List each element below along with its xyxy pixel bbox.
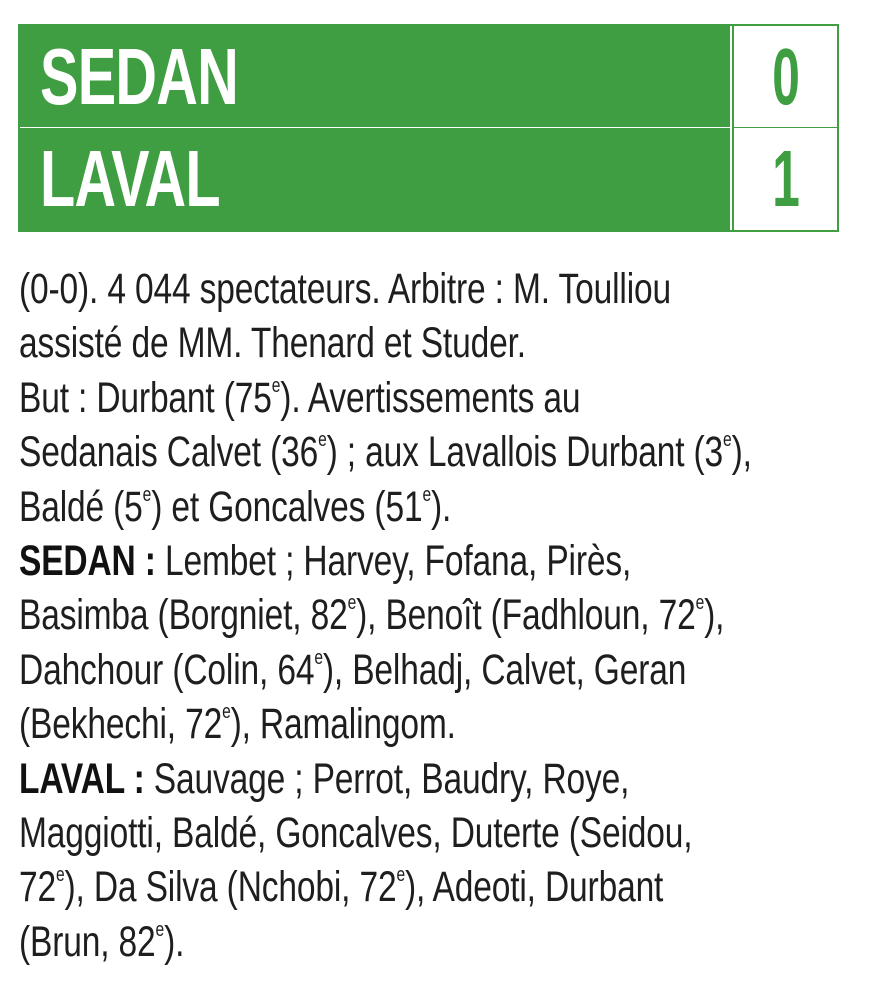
minute-suffix: e	[318, 429, 327, 452]
sedan-lineup-text: Lembet ; Harvey, Fofana, Pirès,	[155, 536, 632, 585]
cautions-text: ) et Goncalves (51	[151, 482, 423, 531]
cautions-text: ),	[731, 428, 752, 477]
laval-lineup-text: 72	[19, 863, 57, 912]
report-line	[19, 316, 674, 370]
report-line	[19, 806, 693, 860]
scoreboard	[18, 24, 839, 232]
cautions-text: Sedanais Calvet (36	[19, 428, 319, 477]
report-line	[19, 752, 674, 806]
referee-assistants-text: assisté de MM. Thenard et Studer.	[19, 319, 526, 368]
sedan-lineup-text: ), Ramalingom.	[230, 700, 456, 749]
cautions-text: Baldé (5	[19, 482, 143, 531]
laval-lineup-text: (Brun, 82	[19, 917, 156, 966]
sedan-lineup-text: ),	[704, 591, 725, 640]
away-team-name: LAVAL	[40, 134, 220, 223]
minute-suffix: e	[422, 483, 431, 506]
goal-text: But : Durbant (75	[19, 373, 272, 422]
home-team-name-cell	[20, 26, 730, 127]
laval-lineup-text: ), Da Silva (Nchobi, 72	[64, 863, 397, 912]
minute-suffix: e	[396, 864, 406, 887]
sedan-lineup-text: Dahchour (Colin, 64	[19, 645, 315, 694]
report-line	[19, 915, 674, 969]
home-team-name: SEDAN	[40, 31, 239, 121]
minute-suffix: e	[314, 646, 323, 669]
minute-suffix: e	[695, 592, 705, 615]
cautions-text: ) ; aux Lavallois Durbant (3	[326, 428, 724, 477]
cautions-text: ). Avertissements au	[280, 373, 581, 422]
laval-lineup-text: Sauvage ; Perrot, Baudry, Roye,	[144, 754, 630, 803]
away-score: 1	[771, 134, 800, 223]
report-line	[19, 480, 674, 534]
report-line	[19, 425, 752, 479]
minute-suffix: e	[56, 864, 65, 887]
match-report	[19, 262, 859, 969]
minute-suffix: e	[723, 429, 732, 452]
sedan-lineup-text: ), Belhadj, Calvet, Geran	[322, 645, 687, 694]
home-score-cell	[732, 26, 837, 127]
report-line	[19, 588, 725, 642]
minute-suffix: e	[222, 701, 231, 724]
report-line	[19, 371, 674, 425]
report-line	[19, 534, 674, 588]
sedan-lineup-text: ), Benoît (Fadhloun, 72	[356, 591, 696, 640]
away-team-name-cell	[20, 128, 730, 230]
sedan-lineup-text: (Bekhechi, 72	[19, 700, 223, 749]
report-line	[19, 262, 674, 316]
minute-suffix: e	[347, 592, 357, 615]
minute-suffix: e	[142, 483, 152, 506]
laval-lineup-text: Maggiotti, Baldé, Goncalves, Duterte (Seidou,	[19, 808, 693, 857]
away-score-cell	[732, 128, 837, 230]
sedan-lineup-text: Basimba (Borgniet, 82	[19, 591, 348, 640]
minute-suffix: e	[155, 918, 165, 941]
laval-lineup-label: LAVAL :	[19, 754, 145, 803]
home-score: 0	[771, 31, 800, 121]
match-info-text: (0-0). 4 044 spectateurs. Arbitre : M. Toulliou	[19, 265, 671, 313]
report-line	[19, 860, 674, 914]
cautions-text: ).	[430, 482, 452, 531]
report-line	[19, 697, 674, 751]
report-line	[19, 643, 687, 697]
home-team-row	[20, 26, 837, 127]
sedan-lineup-label: SEDAN :	[19, 536, 156, 585]
minute-suffix: e	[271, 374, 281, 397]
away-team-row	[20, 128, 837, 230]
laval-lineup-text: ).	[164, 917, 185, 966]
laval-lineup-text: ), Adeoti, Durbant	[405, 863, 664, 912]
